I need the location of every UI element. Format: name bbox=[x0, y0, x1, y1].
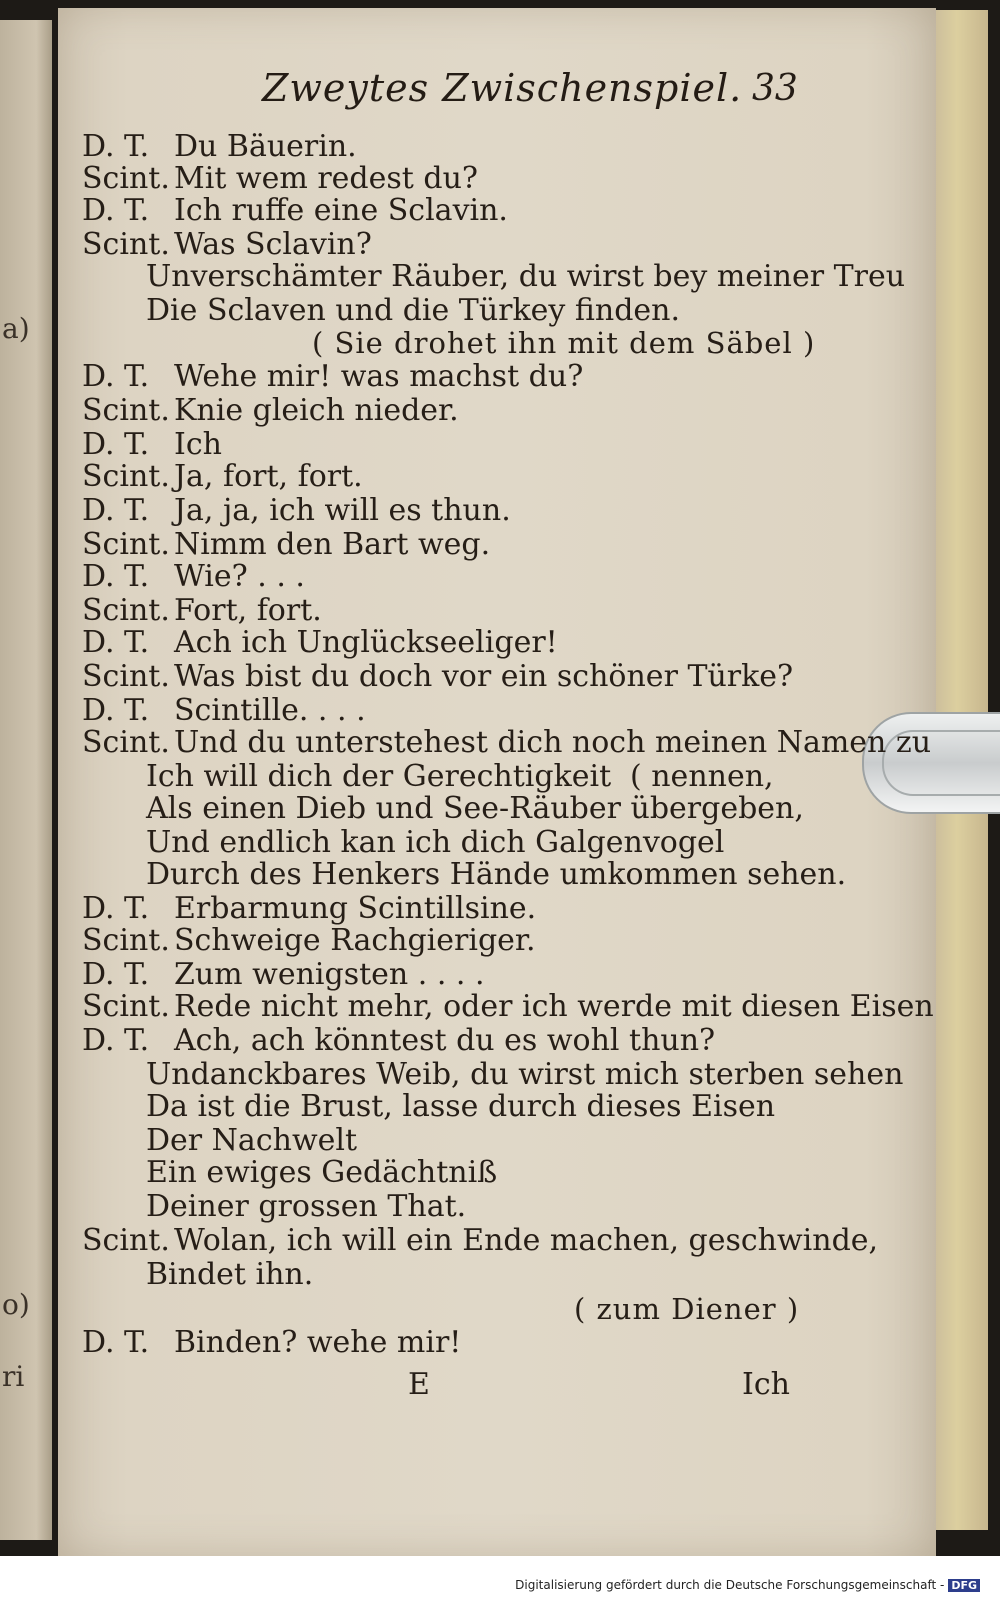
line-text: Binden? wehe mir! bbox=[174, 1325, 462, 1360]
line-text: Unverschämter Räuber, du wirst bey meiner Treu bbox=[146, 259, 906, 294]
signature-mark: E bbox=[408, 1367, 430, 1402]
speaker-name: Scint. bbox=[82, 725, 170, 760]
line-text: Mit wem redest du? bbox=[174, 161, 478, 196]
speaker-name: D. T. bbox=[82, 193, 150, 228]
left-margin-fragment: a) bbox=[2, 312, 30, 345]
speaker-name: D. T. bbox=[82, 493, 150, 528]
speaker-name: D. T. bbox=[82, 427, 150, 462]
line-text: Deiner grossen That. bbox=[146, 1189, 467, 1224]
speaker-name: D. T. bbox=[82, 693, 150, 728]
dialogue-line bbox=[82, 924, 536, 958]
dialogue-line bbox=[82, 494, 511, 528]
line-text: Der Nachwelt bbox=[146, 1123, 358, 1158]
speaker-name: D. T. bbox=[82, 129, 150, 164]
page-title: Zweytes Zwischenspiel. bbox=[262, 66, 743, 110]
dialogue-line bbox=[82, 660, 793, 694]
speaker-name: Scint. bbox=[82, 527, 170, 562]
speaker-name: D. T. bbox=[82, 1023, 150, 1058]
line-text: Schweige Rachgieriger. bbox=[174, 923, 536, 958]
line-text: Zum wenigsten . . . . bbox=[174, 957, 485, 992]
dfg-logo: DFG bbox=[948, 1579, 980, 1592]
dialogue-line bbox=[82, 394, 459, 428]
speaker-name: D. T. bbox=[82, 359, 150, 394]
speaker-name: D. T. bbox=[82, 625, 150, 660]
dialogue-line bbox=[82, 726, 931, 760]
dialogue-line bbox=[82, 228, 372, 262]
dialogue-line bbox=[146, 1124, 357, 1158]
speaker-name: Scint. bbox=[82, 459, 170, 494]
dialogue-line bbox=[146, 1258, 313, 1292]
line-text: Ach, ach könntest du es wohl thun? bbox=[174, 1023, 716, 1058]
dialogue-line bbox=[146, 858, 846, 892]
dialogue-line bbox=[146, 760, 611, 794]
dialogue-line bbox=[312, 326, 815, 361]
line-text: Ich will dich der Gerechtigkeit bbox=[146, 759, 612, 794]
speaker-name: Scint. bbox=[82, 227, 170, 262]
dialogue-line bbox=[82, 194, 508, 228]
line-text: Wolan, ich will ein Ende machen, geschwinde, bbox=[174, 1223, 879, 1258]
speaker-name: D. T. bbox=[82, 957, 150, 992]
dialogue-line bbox=[82, 162, 478, 196]
line-text: Fort, fort. bbox=[174, 593, 322, 628]
line-text: Ich ruffe eine Sclavin. bbox=[174, 193, 508, 228]
dialogue-line bbox=[146, 294, 680, 328]
running-header bbox=[262, 66, 802, 122]
digitization-footer bbox=[0, 1556, 1000, 1601]
dialogue-line bbox=[82, 892, 536, 926]
speaker-name: D. T. bbox=[82, 1325, 150, 1360]
left-margin-fragment: o) bbox=[2, 1288, 30, 1321]
speaker-name: Scint. bbox=[82, 161, 170, 196]
dialogue-line bbox=[82, 594, 322, 628]
line-text: Wehe mir! was machst du? bbox=[174, 359, 584, 394]
dialogue-line bbox=[82, 626, 558, 660]
dialogue-line bbox=[146, 792, 804, 826]
stage-direction: ( zum Diener ) bbox=[574, 1292, 800, 1326]
line-text: Ach ich Unglückseeliger! bbox=[174, 625, 558, 660]
line-text: Und du unterstehest dich noch meinen Namen zu bbox=[174, 725, 932, 760]
stage-direction: ( Sie drohet ihn mit dem Säbel ) bbox=[312, 326, 816, 360]
line-text: Ich bbox=[174, 427, 222, 462]
footer-text: Digitalisierung gefördert durch die Deutsche Forschungsgemeinschaft - bbox=[515, 1578, 945, 1592]
speaker-name: Scint. bbox=[82, 989, 170, 1024]
line-text: Was bist du doch vor ein schöner Türke? bbox=[174, 659, 794, 694]
dialogue-line bbox=[82, 990, 934, 1024]
line-text: Was Sclavin? bbox=[174, 227, 372, 262]
line-text: Wie? . . . bbox=[174, 559, 305, 594]
dialogue-line bbox=[82, 1326, 461, 1360]
line-text: Die Sclaven und die Türkey finden. bbox=[146, 293, 681, 328]
dialogue-line bbox=[82, 1024, 715, 1058]
line-text: Da ist die Brust, lasse durch dieses Eisen bbox=[146, 1089, 776, 1124]
line-text: Du Bäuerin. bbox=[174, 129, 357, 164]
dialogue-line bbox=[82, 360, 583, 394]
left-page-edge bbox=[0, 20, 52, 1540]
dialogue-line bbox=[146, 1090, 775, 1124]
line-text: Ein ewiges Gedächtniß bbox=[146, 1155, 498, 1190]
dialogue-line bbox=[82, 130, 357, 164]
catchword: Ich bbox=[742, 1367, 790, 1402]
line-text: Bindet ihn. bbox=[146, 1257, 314, 1292]
line-runover: ( nennen, bbox=[630, 759, 774, 794]
dialogue-line bbox=[82, 560, 305, 594]
left-margin-fragment: ri bbox=[2, 1360, 25, 1393]
line-text: Undanckbares Weib, du wirst mich sterben sehen bbox=[146, 1057, 904, 1092]
line-text: Und endlich kan ich dich Galgenvogel bbox=[146, 825, 725, 860]
line-text: Ja, fort, fort. bbox=[174, 459, 363, 494]
dialogue-line bbox=[574, 1292, 799, 1327]
line-text: Knie gleich nieder. bbox=[174, 393, 459, 428]
speaker-name: Scint. bbox=[82, 923, 170, 958]
dialogue-line bbox=[82, 958, 485, 992]
dialogue-line bbox=[82, 428, 222, 462]
dialogue-line bbox=[82, 694, 366, 728]
dialogue-line bbox=[146, 826, 724, 860]
speaker-name: Scint. bbox=[82, 659, 170, 694]
speaker-name: Scint. bbox=[82, 593, 170, 628]
dialogue-line bbox=[82, 1224, 878, 1258]
line-text: Scintille. . . . bbox=[174, 693, 366, 728]
dialogue-line bbox=[146, 1156, 497, 1190]
dialogue-line bbox=[146, 1190, 466, 1224]
line-text: Durch des Henkers Hände umkommen sehen. bbox=[146, 857, 847, 892]
dialogue-line bbox=[82, 460, 363, 494]
dialogue-line bbox=[82, 528, 490, 562]
line-text: Als einen Dieb und See-Räuber übergeben, bbox=[146, 791, 804, 826]
line-text: Ja, ja, ich will es thun. bbox=[174, 493, 511, 528]
dialogue-line bbox=[146, 260, 905, 294]
speaker-name: D. T. bbox=[82, 891, 150, 926]
speaker-name: Scint. bbox=[82, 393, 170, 428]
footer-credit bbox=[515, 1578, 980, 1592]
dialogue-line bbox=[146, 1058, 903, 1092]
line-text: Nimm den Bart weg. bbox=[174, 527, 491, 562]
speaker-name: Scint. bbox=[82, 1223, 170, 1258]
line-text: Rede nicht mehr, oder ich werde mit diesen Eisen bbox=[174, 989, 934, 1024]
page-number: 33 bbox=[752, 68, 798, 109]
line-text: Erbarmung Scintillsine. bbox=[174, 891, 537, 926]
speaker-name: D. T. bbox=[82, 559, 150, 594]
